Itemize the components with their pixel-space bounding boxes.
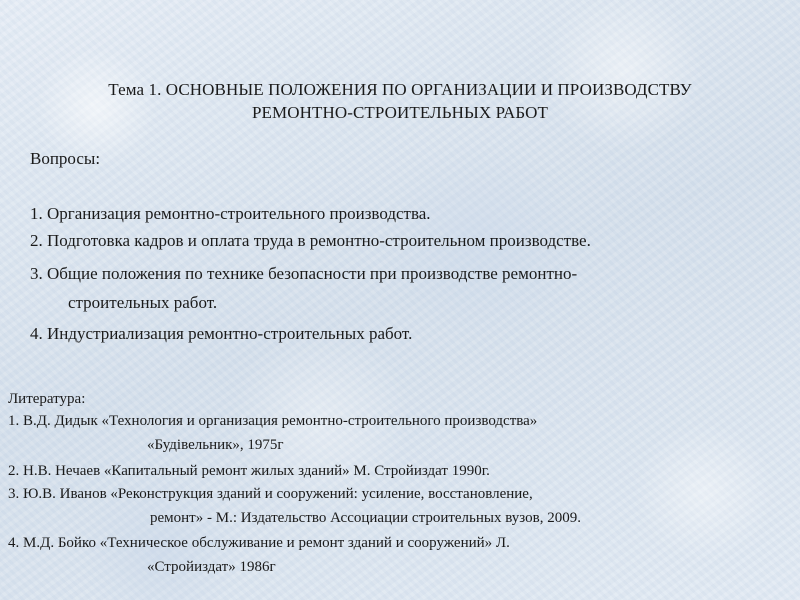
literature-item-4: 4. М.Д. Бойко «Техническое обслуживание и ремонт зданий и сооружений» Л.	[8, 535, 510, 551]
slide-title	[10, 78, 790, 124]
literature-item-4-continuation: «Стройиздат» 1986г	[147, 559, 276, 575]
question-item-3: 3. Общие положения по технике безопасности при производстве ремонтно-	[30, 264, 578, 283]
question-item-3-continuation: строительных работ.	[68, 293, 218, 312]
literature-item-2: 2. Н.В. Нечаев «Капитальный ремонт жилых зданий» М. Стройиздат 1990г.	[8, 463, 490, 479]
question-item-4: 4. Индустриализация ремонтно-строительных работ.	[30, 324, 413, 343]
literature-item-1: 1. В.Д. Дидык «Технология и организация ремонтно-строительного производства»	[8, 413, 538, 429]
slide-title-line-2: РЕМОНТНО-СТРОИТЕЛЬНЫХ РАБОТ	[251, 103, 549, 122]
literature-item-3: 3. Ю.В. Иванов «Реконструкция зданий и сооружений: усиление, восстановление,	[8, 486, 533, 502]
literature-heading: Литература:	[8, 391, 86, 407]
questions-heading: Вопросы:	[30, 149, 101, 168]
question-item-2: 2. Подготовка кадров и оплата труда в ремонтно-строительном производстве.	[30, 231, 591, 250]
literature-item-1-continuation: «Будівельник», 1975г	[147, 437, 284, 453]
question-item-1: 1. Организация ремонтно-строительного производства.	[30, 204, 431, 223]
literature-item-3-continuation: ремонт» - М.: Издательство Ассоциации строительных вузов, 2009.	[150, 510, 581, 526]
slide-title-line-1: Тема 1. ОСНОВНЫЕ ПОЛОЖЕНИЯ ПО ОРГАНИЗАЦИИ И ПРОИЗВОДСТВУ	[108, 80, 692, 99]
